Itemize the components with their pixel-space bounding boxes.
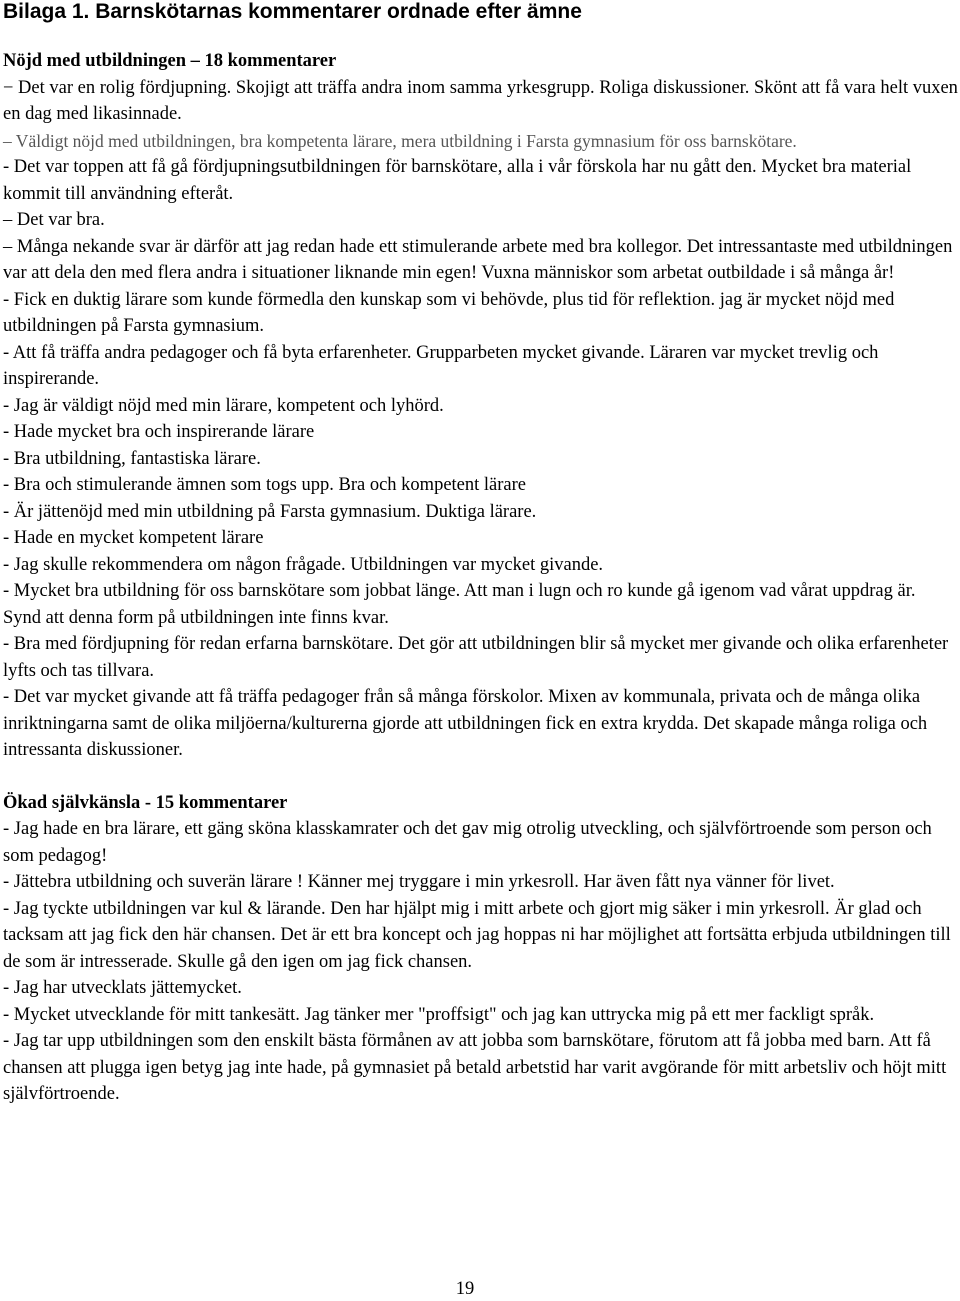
comment-list [3,75,958,764]
comment: - Jag tyckte utbildningen var kul & lärande. Den har hjälpt mig i mitt arbete och gjort mig säker i min yrkesroll. Är glad och tacksam att jag fick den här chansen. Det är ett bra koncept och jag hoppas ni har möjlighet att fortsätta erbjuda utbildningen till de som är intresserade. Skulle gå den igen om jag fick chansen. [3,898,951,972]
comment: - Jag hade en bra lärare, ett gäng sköna klasskamrater och det gav mig otrolig utveckling, och självförtroende som person och som pedagog! [3,819,932,866]
document-page [3,0,958,1108]
comment: - Det var toppen att få gå fördjupningsutbildningen för barnskötare, alla i vår förskola har nu gått den. Mycket bra material kommit till användning efteråt. [3,157,912,204]
comment: - Jag har utvecklats jättemycket. [3,978,242,998]
comment: - Fick en duktig lärare som kunde förmedla den kunskap som vi behövde, plus tid för reflektion. jag är mycket nöjd med utbildningen på Farsta gymnasium. [3,289,895,336]
comment: – Det var bra. [3,210,105,230]
comment: - Bra och stimulerande ämnen som togs upp. Bra och kompetent lärare [3,475,526,495]
document-title: Bilaga 1. Barnskötarnas kommentarer ordnade efter ämne [3,0,582,23]
comment: – Många nekande svar är därför att jag redan hade ett stimulerande arbete med bra kollegor. Det intressantaste med utbildningen var att dela den med flera andra i situationer liknande min egen! Vuxna människor som arbetat outbildade i så många år! [3,236,953,283]
comment: - Jag är väldigt nöjd med min lärare, kompetent och lyhörd. [3,395,444,416]
comment: - Bra med fördjupning för redan erfarna barnskötare. Det gör att utbildningen blir så mycket mer givande och olika erfarenheter lyfts och tas tillvara. [3,634,949,681]
comment: - Jättebra utbildning och suverän lärare ! Känner mej tryggare i min yrkesroll. Har även fått nya vänner för livet. [3,872,835,892]
section-heading: Nöjd med utbildningen – 18 kommentarer [3,51,337,71]
comment: - Mycket utvecklande för mitt tankesätt. Jag tänker mer "proffsigt" och jag kan uttrycka mig på ett mer fackligt språk. [3,1004,875,1025]
section-heading: Ökad självkänsla - 15 kommentarer [3,792,288,813]
comment: - Är jättenöjd med min utbildning på Farsta gymnasium. Duktiga lärare. [3,501,537,522]
comment: - Jag skulle rekommendera om någon frågade. Utbildningen var mycket givande. [3,554,604,575]
section-nojd-med-utbildningen [3,48,958,764]
comment: – Väldigt nöjd med utbildningen, bra kompetenta lärare, mera utbildning i Farsta gymnasium för oss barnskötare. [3,130,797,151]
comment: - Det var mycket givande att få träffa pedagoger från så många förskolor. Mixen av kommunala, privata och de många olika inriktningarna samt de olika miljöerna/kulturerna gjorde att utbildningen fick en extra krydda. Det skapade många roliga och intressanta diskussioner. [3,687,928,760]
section-spacer [3,764,958,790]
section-okad-sjalvkansla [3,790,958,1108]
page-number: 19 [455,1279,475,1299]
comment: - Mycket bra utbildning för oss barnskötare som jobbat länge. Att man i lugn och ro kunde gå igenom vad vårat uppdrag är. Synd att denna form på utbildningen inte finns kvar. [3,581,916,628]
comment: - Jag tar upp utbildningen som den enskilt bästa förmånen av att jobba som barnskötare, förutom att få jobba med barn. Att få chansen att plugga igen betyg jag inte hade, på gymnasiet på betald arbetstid har varit avgörande för mitt arbetsliv och höjt mitt självförtroende. [3,1031,947,1104]
comment: - Hade en mycket kompetent lärare [3,528,264,548]
comment-list [3,816,958,1108]
comment: - Bra utbildning, fantastiska lärare. [3,448,261,469]
comment: - Hade mycket bra och inspirerande lärare [3,422,315,442]
comment: − Det var en rolig fördjupning. Skojigt att träffa andra inom samma yrkesgrupp. Roliga diskussioner. Skönt att få vara helt vuxen en dag med likasinnade. [3,77,958,124]
comment: - Att få träffa andra pedagoger och få byta erfarenheter. Grupparbeten mycket givande. Läraren var mycket trevlig och inspirerande. [3,342,879,389]
